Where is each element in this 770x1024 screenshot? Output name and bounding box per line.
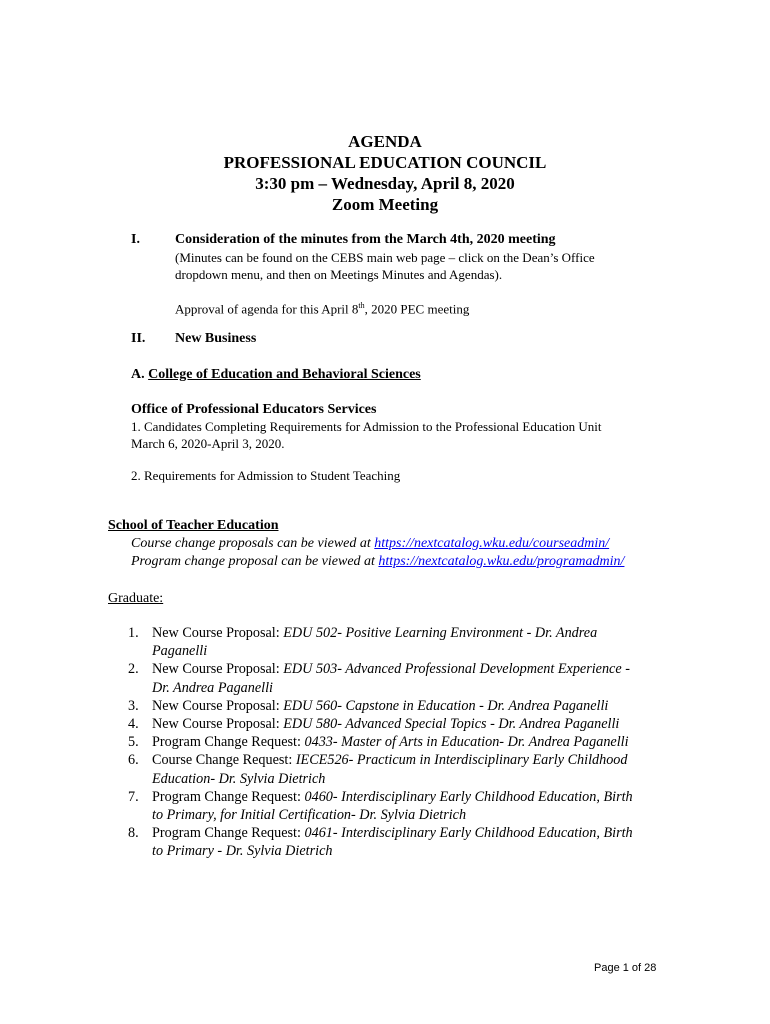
program-admin-link[interactable]: https://nextcatalog.wku.edu/programadmin/ xyxy=(378,554,625,569)
agenda-title: AGENDA xyxy=(348,132,422,151)
section-2-numeral: II. xyxy=(131,331,146,346)
section-a-letter: A. xyxy=(131,367,145,382)
list-item: 4. New Course Proposal: EDU 580- Advanced Special Topics - Dr. Andrea Paganelli xyxy=(128,716,620,733)
section-1-title: Consideration of the minutes from the March 4th, 2020 meeting xyxy=(175,232,556,247)
council-name: PROFESSIONAL EDUCATION COUNCIL xyxy=(223,153,547,172)
opes-item-1-line-1: 1. Candidates Completing Requirements for Admission to the Professional Education Unit xyxy=(131,419,602,434)
minutes-note-line-2: dropdown menu, and then on Meetings Minutes and Agendas). xyxy=(175,267,503,282)
course-proposals-line: Course change proposals can be viewed at https://nextcatalog.wku.edu/courseadmin/ xyxy=(131,536,610,551)
meeting-time: 3:30 pm – Wednesday, April 8, 2020 xyxy=(255,174,515,193)
page-number: Page 1 of 28 xyxy=(594,962,657,974)
graduate-items-list xyxy=(108,624,668,861)
program-proposals-line: Program change proposal can be viewed at https://nextcatalog.wku.edu/programadmin/ xyxy=(131,554,625,569)
list-item: 6. Course Change Request: IECE526- Practicum in Interdisciplinary Early Childhood Education- Dr. Sylvia Dietrich xyxy=(128,752,628,787)
ste-title: School of Teacher Education xyxy=(108,518,279,533)
graduate-heading: Graduate: xyxy=(108,591,164,606)
section-1-numeral: I. xyxy=(131,232,140,247)
list-item: 7. Program Change Request: 0460- Interdisciplinary Early Childhood Education, Birth to Primary, for Initial Certification- Dr. Sylvia Dietrich xyxy=(128,788,633,824)
agenda-approval: Approval of agenda for this April 8th, 2020 PEC meeting xyxy=(175,301,470,317)
list-item: 8. Program Change Request: 0461- Interdisciplinary Early Childhood Education, Birth to Primary - Dr. Sylvia Dietrich xyxy=(128,825,633,860)
section-a-title: College of Education and Behavioral Sciences xyxy=(148,367,421,382)
list-item: 3. New Course Proposal: EDU 560- Capstone in Education - Dr. Andrea Paganelli xyxy=(128,697,609,714)
meeting-location: Zoom Meeting xyxy=(331,195,439,214)
opes-item-2: 2. Requirements for Admission to Student Teaching xyxy=(131,468,401,483)
agenda-header xyxy=(0,131,770,215)
opes-item-1-line-2: March 6, 2020-April 3, 2020. xyxy=(131,436,285,451)
list-item: 1. New Course Proposal: EDU 502- Positive Learning Environment - Dr. Andrea Paganelli xyxy=(128,625,598,660)
course-admin-link[interactable]: https://nextcatalog.wku.edu/courseadmin/ xyxy=(374,536,610,551)
section-a xyxy=(131,366,421,383)
list-item: 5. Program Change Request: 0433- Master of Arts in Education- Dr. Andrea Paganelli xyxy=(128,734,629,751)
list-item: 2. New Course Proposal: EDU 503- Advanced Professional Development Experience - Dr. Andrea Paganelli xyxy=(128,661,630,696)
opes-title: Office of Professional Educators Services xyxy=(131,402,377,417)
minutes-note-line-1: (Minutes can be found on the CEBS main web page – click on the Dean’s Office xyxy=(175,250,595,265)
section-2-title: New Business xyxy=(175,331,257,346)
